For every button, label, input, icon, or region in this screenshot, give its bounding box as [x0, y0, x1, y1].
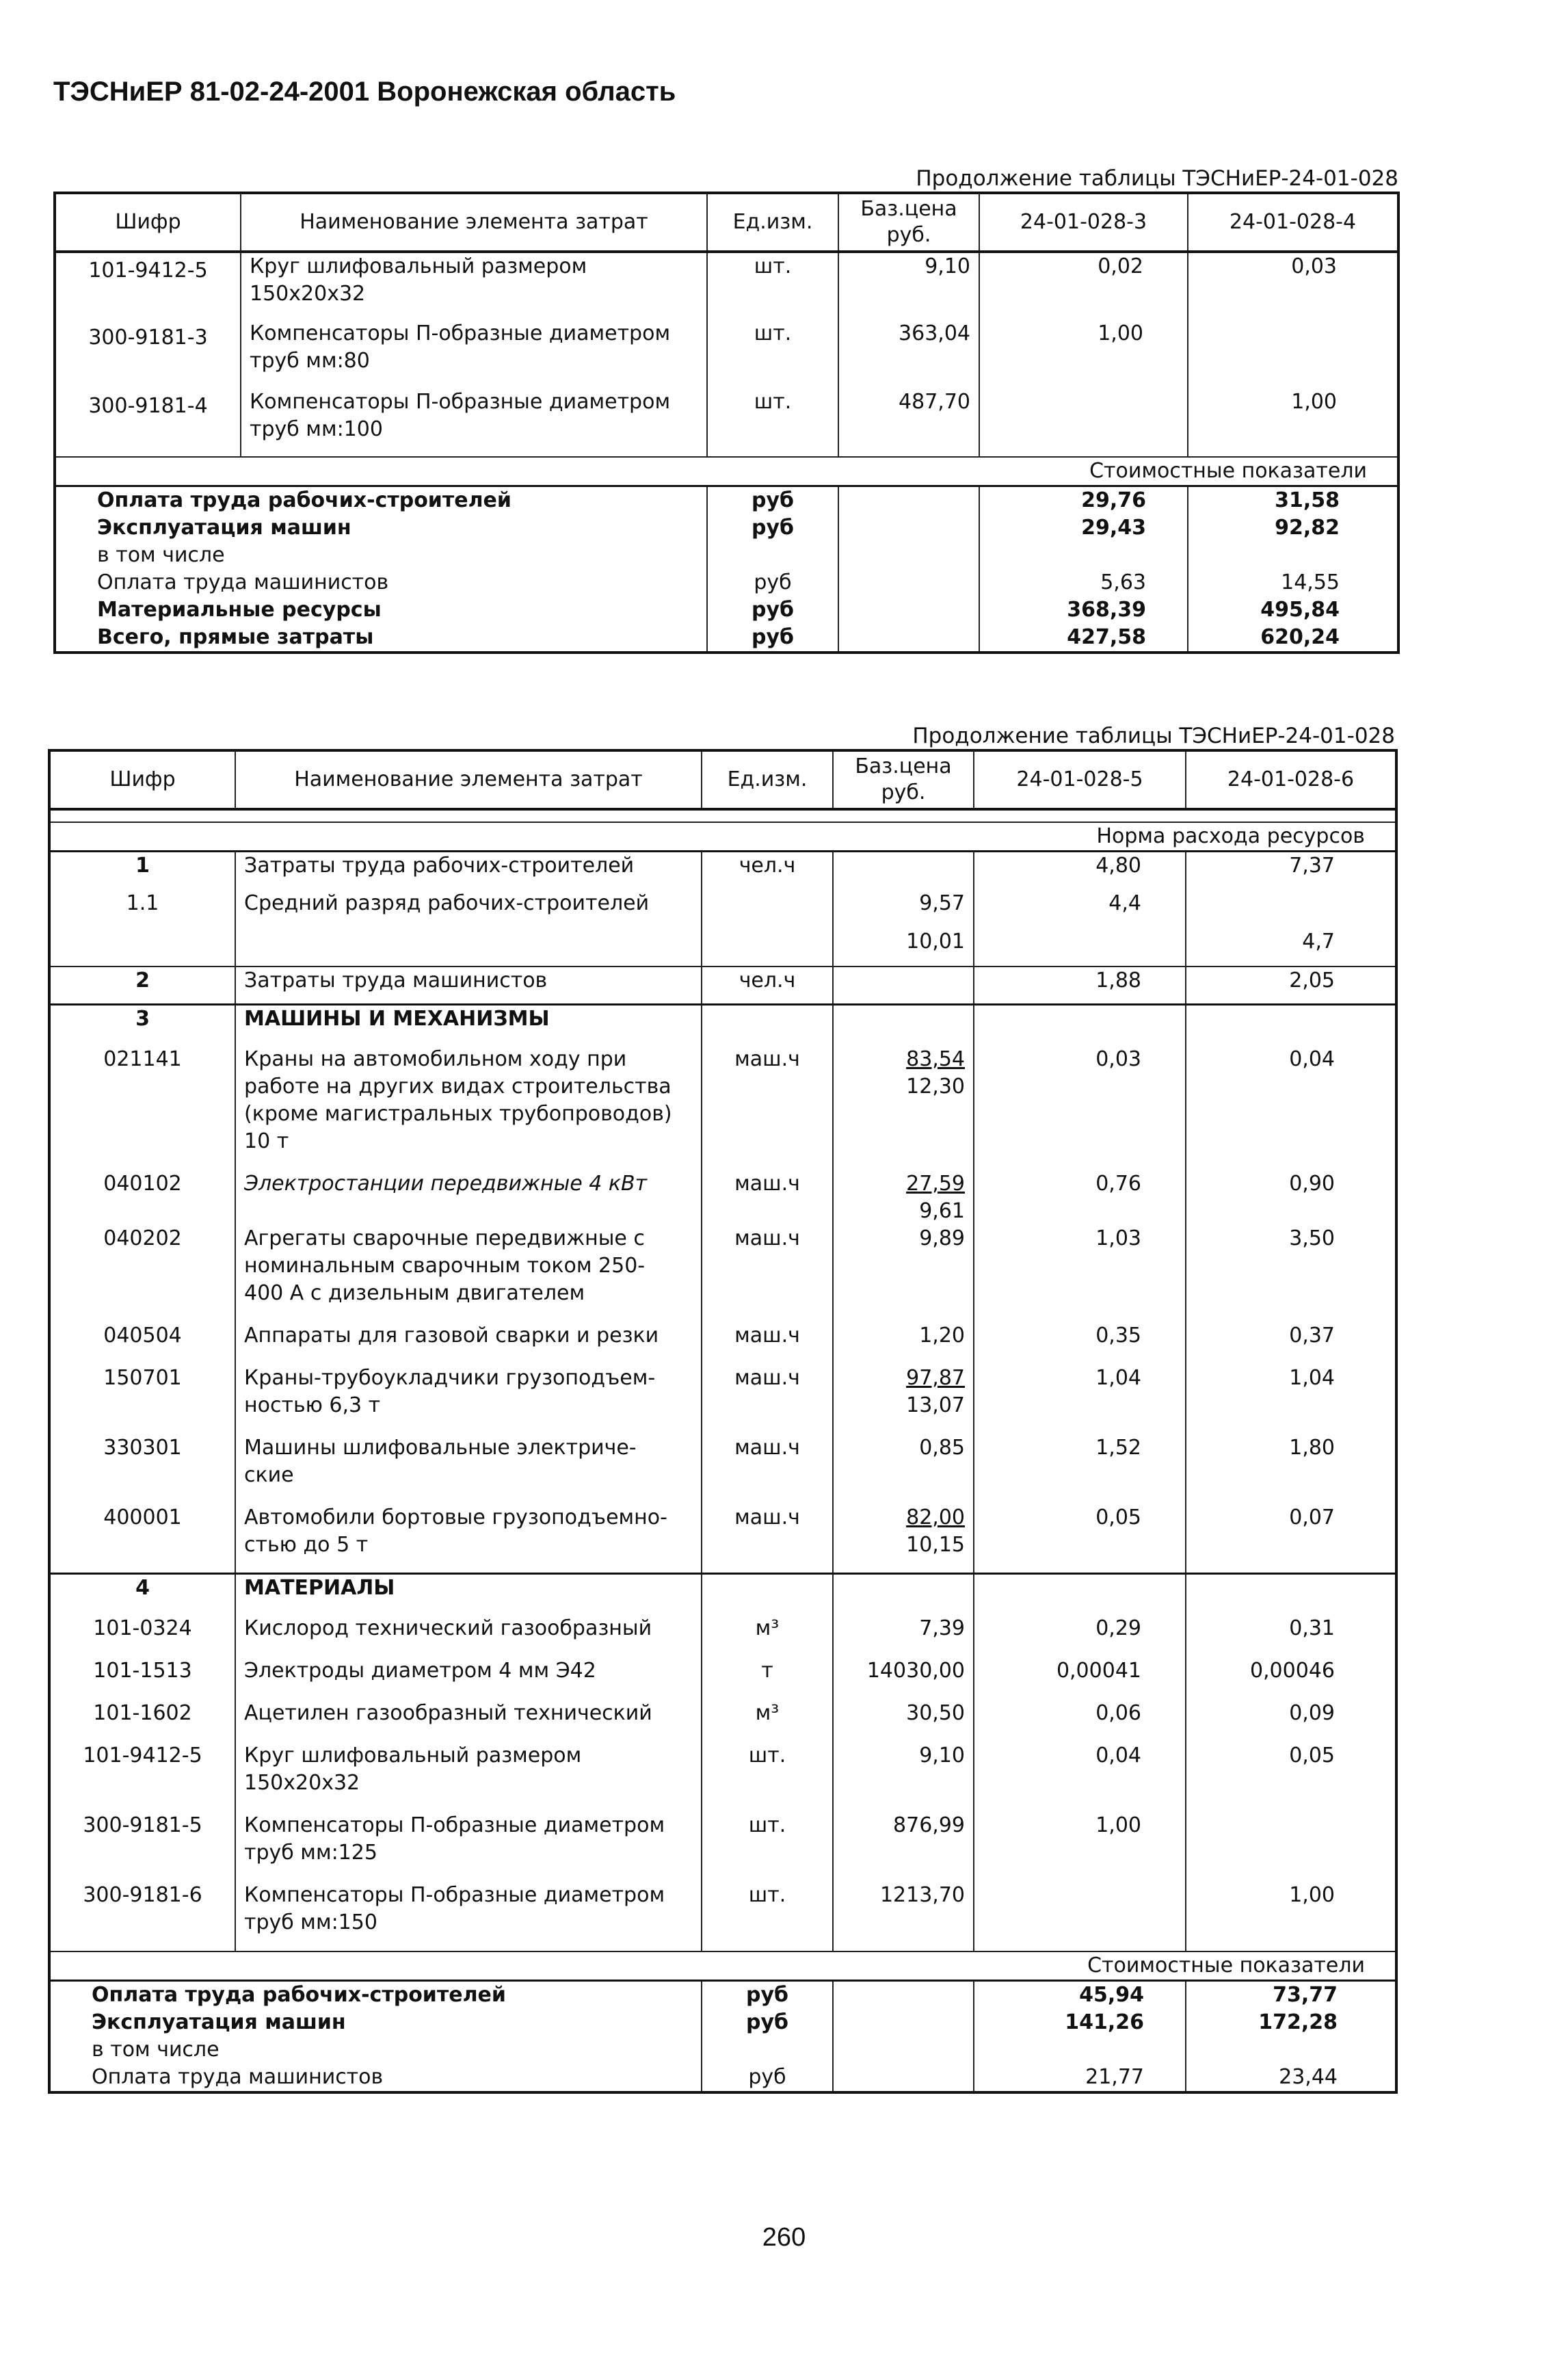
summary-value-2: 172,28 [1186, 2009, 1396, 2036]
col1-header: 24-01-028-5 [974, 750, 1186, 809]
value-cell-1: 1,03 [974, 1225, 1186, 1322]
name-cell-line: труб мм:150 [244, 1910, 377, 1934]
price-cell: 30,50 [833, 1700, 974, 1742]
value-cell-2: 0,31 [1186, 1615, 1396, 1657]
table-row [49, 890, 1396, 928]
col2-header: 24-01-028-4 [1188, 193, 1398, 252]
code-header: Шифр [49, 750, 235, 809]
unit-cell: маш.ч [702, 1365, 833, 1434]
price-cell [833, 1365, 974, 1434]
summary-value-2: 31,58 [1188, 486, 1398, 515]
price-cell: 363,04 [838, 320, 979, 389]
name-cell-line: Краны-трубоукладчики грузоподъем- [244, 1365, 656, 1390]
code-cell: 300-9181-4 [88, 394, 208, 418]
summary-price [833, 1980, 974, 2009]
name-cell [235, 1742, 702, 1812]
table-row [49, 1615, 1396, 1657]
table1-caption: Продолжение таблицы ТЭСНиЕР-24-01-028 [916, 166, 1398, 191]
code-cell: 040102 [103, 1171, 182, 1196]
price-cell-line: 97,87 [906, 1365, 965, 1390]
empty-cell [974, 1005, 1186, 1046]
table-row [49, 1742, 1396, 1812]
price-cell-line: 1,20 [919, 1323, 965, 1348]
price-cell-line: 0,85 [919, 1435, 965, 1460]
summary-value-2: 14,55 [1188, 569, 1398, 596]
summary-row [49, 2036, 1396, 2064]
summary-price [838, 486, 979, 515]
summary-value-1: 368,39 [979, 596, 1188, 624]
name-cell-line: ностью 6,3 т [244, 1393, 381, 1417]
unit-cell: маш.ч [702, 1434, 833, 1504]
unit-cell: т [702, 1657, 833, 1700]
summary-name: в том числе [97, 543, 225, 567]
unit-cell: маш.ч [702, 1322, 833, 1365]
value-cell-1: 0,76 [974, 1170, 1186, 1225]
summary-price [833, 2064, 974, 2092]
table-row [55, 389, 1398, 457]
summary-name: Оплата труда рабочих-строителей [92, 1982, 506, 2007]
name-cell-line: Круг шлифовальный размером [250, 254, 587, 278]
code-cell: 101-0324 [93, 1616, 192, 1640]
value-cell-2 [1186, 890, 1396, 928]
table-row [49, 1225, 1396, 1322]
name-cell [235, 1657, 702, 1700]
price-cell [833, 1504, 974, 1574]
summary-value-2: 73,77 [1186, 1980, 1396, 2009]
summary-value-1: 29,43 [979, 514, 1188, 542]
table-header-row [49, 750, 1396, 809]
summary-unit: руб [707, 624, 838, 653]
value-cell-2: 0,00046 [1186, 1657, 1396, 1700]
value-cell-2: 7,37 [1186, 852, 1396, 890]
value-cell-2: 2,05 [1186, 967, 1396, 1005]
name-cell-line: Затраты труда машинистов [244, 968, 548, 993]
name-header: Наименование элемента затрат [235, 750, 702, 809]
name-cell [235, 1615, 702, 1657]
summary-name: Всего, прямые затраты [97, 625, 374, 649]
summary-name: Эксплуатация машин [97, 516, 351, 540]
table-row [49, 1170, 1396, 1225]
spacer-row [49, 809, 1396, 822]
summary-row [55, 569, 1398, 596]
name-cell-line: Компенсаторы П-образные диаметром [250, 390, 671, 414]
name-cell [235, 1322, 702, 1365]
price-cell: 7,39 [833, 1615, 974, 1657]
price-cell: 9,57 [833, 890, 974, 928]
summary-value-1: 5,63 [979, 569, 1188, 596]
value-cell-1: 0,06 [974, 1700, 1186, 1742]
name-cell-line: 10 т [244, 1129, 289, 1153]
price-cell [833, 852, 974, 890]
table-header-row [55, 193, 1398, 252]
value-cell-1: 0,35 [974, 1322, 1186, 1365]
name-cell-line: Кислород технический газообразный [244, 1616, 652, 1640]
price-cell: 487,70 [838, 389, 979, 457]
resource-norm-row-label: Норма расхода ресурсов [49, 822, 1396, 852]
group-header-row [49, 1574, 1396, 1615]
table-row [55, 320, 1398, 389]
value-cell-2: 0,09 [1186, 1700, 1396, 1742]
table-row [49, 1657, 1396, 1700]
table2-caption: Продолжение таблицы ТЭСНиЕР-24-01-028 [912, 724, 1395, 748]
unit-cell: шт. [707, 389, 838, 457]
summary-name: Оплата труда машинистов [97, 570, 389, 594]
cost-indicators-row-label: Стоимостные показатели [49, 1951, 1396, 1981]
value-cell-2: 0,05 [1186, 1742, 1396, 1812]
value-cell-2: 0,03 [1188, 252, 1398, 320]
page-header: ТЭСНиЕР 81-02-24-2001 Воронежская область [53, 77, 676, 107]
value-cell-1: 0,05 [974, 1504, 1186, 1574]
summary-value-1: 427,58 [979, 624, 1188, 653]
table-row [49, 1365, 1396, 1434]
price-cell-line: 10,15 [906, 1532, 965, 1557]
table-row [49, 1812, 1396, 1882]
summary-price [838, 569, 979, 596]
code-cell: 101-9412-5 [83, 1743, 202, 1767]
summary-price [838, 624, 979, 653]
unit-cell: маш.ч [702, 1046, 833, 1170]
name-cell-line: Компенсаторы П-образные диаметром [250, 321, 671, 345]
summary-value-1: 29,76 [979, 486, 1188, 515]
unit-cell: шт. [702, 1882, 833, 1951]
name-cell-line: 400 А с дизельным двигателем [244, 1280, 585, 1305]
summary-row [49, 1980, 1396, 2009]
unit-cell [702, 890, 833, 928]
summary-value-2: 495,84 [1188, 596, 1398, 624]
resource-norm-row [49, 822, 1396, 852]
code-cell: 300-9181-5 [83, 1813, 202, 1837]
value-cell-1: 1,04 [974, 1365, 1186, 1434]
summary-unit: руб [702, 2009, 833, 2036]
summary-name: Оплата труда машинистов [92, 2064, 384, 2089]
value-cell-2: 0,07 [1186, 1504, 1396, 1574]
name-cell-line: 150х20х32 [244, 1770, 360, 1795]
price-cell-line: 9,89 [919, 1226, 965, 1250]
code-cell: 2 [49, 967, 235, 1005]
summary-row [55, 596, 1398, 624]
name-cell [235, 890, 702, 928]
value-cell-1: 4,4 [974, 890, 1186, 928]
unit-cell [702, 928, 833, 967]
empty-cell [1186, 1574, 1396, 1615]
value-cell-2: 1,80 [1186, 1434, 1396, 1504]
summary-row [49, 2064, 1396, 2092]
summary-unit: руб [707, 486, 838, 515]
code-cell: 101-1602 [93, 1700, 192, 1725]
name-cell-line: Электроды диаметром 4 мм Э42 [244, 1658, 596, 1683]
value-cell-1: 1,52 [974, 1434, 1186, 1504]
unit-cell: шт. [702, 1812, 833, 1882]
value-cell-2: 0,90 [1186, 1170, 1396, 1225]
summary-unit [707, 542, 838, 569]
empty-cell [833, 1005, 974, 1046]
table-row [55, 252, 1398, 320]
summary-value-2 [1186, 2036, 1396, 2064]
summary-name: Эксплуатация машин [92, 2010, 346, 2034]
name-cell-line: Электростанции передвижные 4 кВт [244, 1171, 648, 1196]
summary-value-1: 141,26 [974, 2009, 1186, 2036]
code-cell: 101-1513 [93, 1658, 192, 1683]
name-cell-line: Компенсаторы П-образные диаметром [244, 1813, 665, 1837]
name-cell-line: Ацетилен газообразный технический [244, 1700, 652, 1725]
value-cell-2: 0,37 [1186, 1322, 1396, 1365]
price-cell-line: 83,54 [906, 1047, 965, 1071]
value-cell-1: 0,03 [974, 1046, 1186, 1170]
name-cell-line: Аппараты для газовой сварки и резки [244, 1323, 659, 1348]
unit-header: Ед.изм. [707, 193, 838, 252]
price-cell: 876,99 [833, 1812, 974, 1882]
value-cell-1: 1,00 [979, 320, 1188, 389]
group-title: МАТЕРИАЛЫ [235, 1574, 702, 1615]
unit-cell: чел.ч [702, 967, 833, 1005]
name-cell [235, 1170, 702, 1225]
name-header: Наименование элемента затрат [241, 193, 707, 252]
price-cell: 9,10 [838, 252, 979, 320]
summary-value-1 [974, 2036, 1186, 2064]
price-cell-line: 12,30 [906, 1074, 965, 1099]
summary-unit [702, 2036, 833, 2064]
price-cell [833, 1046, 974, 1170]
price-header: Баз.цена руб. [838, 193, 979, 252]
price-header: Баз.цена руб. [833, 750, 974, 809]
name-cell-line: стью до 5 т [244, 1532, 369, 1557]
summary-row [55, 514, 1398, 542]
value-cell-2 [1188, 320, 1398, 389]
summary-value-2 [1188, 542, 1398, 569]
code-cell: 150701 [103, 1365, 182, 1390]
value-cell-2: 1,04 [1186, 1365, 1396, 1434]
value-cell-2: 4,7 [1186, 928, 1396, 967]
summary-row [55, 542, 1398, 569]
price-cell [833, 1170, 974, 1225]
code-cell: 300-9181-6 [83, 1882, 202, 1907]
value-cell-2: 3,50 [1186, 1225, 1396, 1322]
summary-price [838, 596, 979, 624]
name-cell [235, 1365, 702, 1434]
value-cell-2: 0,04 [1186, 1046, 1396, 1170]
code-cell [49, 928, 235, 967]
code-cell: 101-9412-5 [88, 259, 208, 282]
table-row [49, 852, 1396, 890]
price-cell [833, 1434, 974, 1504]
unit-cell: маш.ч [702, 1504, 833, 1574]
price-cell: 1213,70 [833, 1882, 974, 1951]
empty-cell [1186, 1005, 1396, 1046]
summary-row [49, 2009, 1396, 2036]
name-cell-line: труб мм:125 [244, 1840, 377, 1865]
empty-cell [833, 1574, 974, 1615]
summary-unit: руб [707, 596, 838, 624]
col2-header: 24-01-028-6 [1186, 750, 1396, 809]
value-cell-1: 0,02 [979, 252, 1188, 320]
empty-cell [974, 1574, 1186, 1615]
summary-value-2: 23,44 [1186, 2064, 1396, 2092]
name-cell-line: Краны на автомобильном ходу при [244, 1047, 627, 1071]
name-cell-line: Агрегаты сварочные передвижные с [244, 1226, 645, 1250]
name-cell [235, 1700, 702, 1742]
summary-row [55, 624, 1398, 653]
code-cell: 021141 [103, 1047, 182, 1071]
name-cell [235, 1504, 702, 1574]
name-cell-line: труб мм:80 [250, 349, 370, 373]
value-cell-1: 0,00041 [974, 1657, 1186, 1700]
summary-name: в том числе [92, 2037, 220, 2062]
code-cell: 1.1 [126, 891, 159, 915]
unit-cell: м³ [702, 1700, 833, 1742]
name-cell-line: ские [244, 1462, 294, 1487]
value-cell-1: 4,80 [974, 852, 1186, 890]
group-code: 4 [49, 1574, 235, 1615]
summary-value-2: 620,24 [1188, 624, 1398, 653]
code-cell: 300-9181-3 [88, 326, 208, 350]
summary-value-1 [979, 542, 1188, 569]
code-cell: 040504 [103, 1323, 182, 1348]
code-cell: 040202 [103, 1226, 182, 1250]
group-code: 3 [49, 1005, 235, 1046]
table-row [49, 1322, 1396, 1365]
unit-cell: шт. [707, 252, 838, 320]
empty-cell [702, 1574, 833, 1615]
cost-indicators-row-label: Стоимостные показатели [55, 457, 1398, 486]
price-cell-line: 9,61 [919, 1198, 965, 1223]
value-cell-2: 1,00 [1186, 1882, 1396, 1951]
summary-name: Материальные ресурсы [97, 598, 382, 622]
value-cell-2: 1,00 [1188, 389, 1398, 457]
price-cell [833, 1322, 974, 1365]
summary-unit: руб [702, 1980, 833, 2009]
col1-header: 24-01-028-3 [979, 193, 1188, 252]
unit-cell: шт. [707, 320, 838, 389]
table-row [49, 1504, 1396, 1574]
name-cell [241, 320, 707, 389]
price-cell-line: 82,00 [906, 1505, 965, 1529]
name-cell-line: работе на других видах строительства [244, 1074, 672, 1099]
value-cell-1 [974, 928, 1186, 967]
price-cell [833, 1225, 974, 1322]
summary-value-2: 92,82 [1188, 514, 1398, 542]
table-row [49, 1046, 1396, 1170]
table-row [49, 1434, 1396, 1504]
name-cell [235, 967, 702, 1005]
name-cell [235, 928, 702, 967]
summary-name: Оплата труда рабочих-строителей [97, 488, 511, 512]
price-cell: 14030,00 [833, 1657, 974, 1700]
spacer [49, 809, 1396, 822]
unit-cell: чел.ч [702, 852, 833, 890]
estimate-table-1 [53, 192, 1400, 654]
name-cell-line: Средний разряд рабочих-строителей [244, 891, 650, 915]
summary-value-1: 45,94 [974, 1980, 1186, 2009]
summary-value-1: 21,77 [974, 2064, 1186, 2092]
group-title: МАШИНЫ И МЕХАНИЗМЫ [235, 1005, 702, 1046]
name-cell [235, 1882, 702, 1951]
code-cell: 1 [135, 854, 150, 878]
price-cell-line: 27,59 [906, 1171, 965, 1196]
name-cell [235, 852, 702, 890]
summary-row [55, 486, 1398, 515]
name-cell-line: (кроме магистральных трубопроводов) [244, 1101, 672, 1126]
price-cell: 10,01 [833, 928, 974, 967]
cost-indicators-row [49, 1951, 1396, 1981]
name-cell [235, 1225, 702, 1322]
name-cell-line: Затраты труда рабочих-строителей [244, 854, 635, 878]
summary-unit: руб [707, 569, 838, 596]
unit-header: Ед.изм. [702, 750, 833, 809]
table-row [49, 928, 1396, 967]
summary-price [833, 2036, 974, 2064]
table-row [49, 1882, 1396, 1951]
value-cell-2 [1186, 1812, 1396, 1882]
value-cell-1: 1,00 [974, 1812, 1186, 1882]
name-cell-line: Компенсаторы П-образные диаметром [244, 1882, 665, 1907]
unit-cell: маш.ч [702, 1225, 833, 1322]
name-cell [241, 389, 707, 457]
code-header: Шифр [55, 193, 241, 252]
table-row [49, 1700, 1396, 1742]
name-cell-line: Круг шлифовальный размером [244, 1743, 582, 1767]
summary-price [838, 542, 979, 569]
name-cell [235, 1046, 702, 1170]
value-cell-1: 0,29 [974, 1615, 1186, 1657]
price-cell [833, 967, 974, 1005]
name-cell-line: труб мм:100 [250, 417, 383, 441]
unit-cell: м³ [702, 1615, 833, 1657]
group-header-row [49, 1005, 1396, 1046]
summary-price [838, 514, 979, 542]
name-cell [235, 1434, 702, 1504]
summary-unit: руб [707, 514, 838, 542]
value-cell-1: 1,88 [974, 967, 1186, 1005]
page-number: 260 [762, 2223, 806, 2252]
unit-cell: шт. [702, 1742, 833, 1812]
value-cell-1 [974, 1882, 1186, 1951]
table-row [49, 967, 1396, 1005]
cost-indicators-row [55, 457, 1398, 486]
name-cell-line: Автомобили бортовые грузоподъемно- [244, 1505, 667, 1529]
name-cell-line: 150х20х32 [250, 282, 366, 306]
name-cell [241, 252, 707, 320]
value-cell-1: 0,04 [974, 1742, 1186, 1812]
price-cell: 9,10 [833, 1742, 974, 1812]
empty-cell [702, 1005, 833, 1046]
value-cell-1 [979, 389, 1188, 457]
name-cell-line: Машины шлифовальные электриче- [244, 1435, 637, 1460]
estimate-table-2 [48, 749, 1398, 2094]
name-cell-line: номинальным сварочным током 250- [244, 1253, 646, 1278]
summary-unit: руб [702, 2064, 833, 2092]
price-cell-line: 13,07 [906, 1393, 965, 1417]
code-cell: 400001 [103, 1505, 182, 1529]
unit-cell: маш.ч [702, 1170, 833, 1225]
name-cell [235, 1812, 702, 1882]
summary-price [833, 2009, 974, 2036]
code-cell: 330301 [103, 1435, 182, 1460]
